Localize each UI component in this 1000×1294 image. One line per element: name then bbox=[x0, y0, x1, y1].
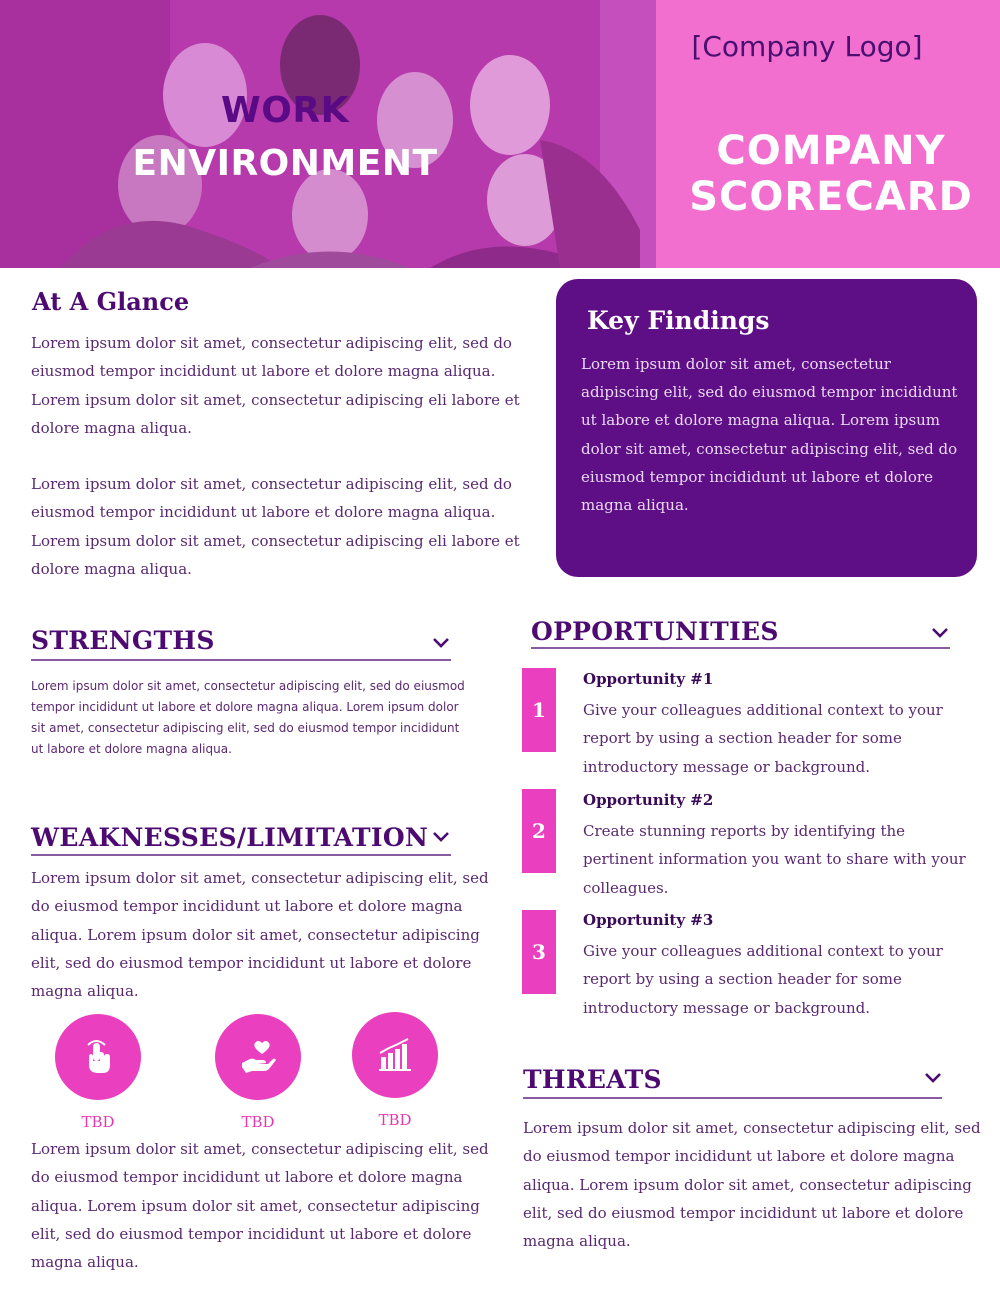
weaknesses-paragraph-1: Lorem ipsum dolor sit amet, consectetur adipiscing elit, sed do eiusmod tempor incididunt ut labore et dolore magna aliqua. Lorem ipsum dolor sit amet, consectetur adipiscing elit, sed do eiusmod tempor incididunt ut labore et dolore magna aliqua. bbox=[31, 869, 489, 1001]
threats-heading: THREATS bbox=[523, 1065, 662, 1094]
opportunity-3-title: Opportunity #3 bbox=[583, 911, 714, 929]
opportunity-2-text: Create stunning reports by identifying the pertinent information you want to share with your colleagues. bbox=[583, 822, 966, 897]
scorecard-title bbox=[672, 128, 990, 220]
strengths-chevron-down-icon[interactable] bbox=[432, 636, 450, 650]
scorecard-title-line1: COMPANY bbox=[716, 128, 946, 174]
at-a-glance-heading: At A Glance bbox=[32, 287, 190, 316]
strengths-divider bbox=[31, 659, 451, 661]
weaknesses-heading: WEAKNESSES/LIMITATION bbox=[31, 823, 429, 852]
opportunities-heading: OPPORTUNITIES bbox=[531, 617, 779, 646]
scorecard-title-line2: SCORECARD bbox=[689, 174, 973, 220]
opportunity-1-number: 1 bbox=[522, 668, 556, 752]
bar-chart-icon bbox=[352, 1012, 438, 1098]
opportunity-2-title: Opportunity #2 bbox=[583, 791, 714, 809]
at-a-glance-paragraph-2: Lorem ipsum dolor sit amet, consectetur adipiscing elit, sed do eiusmod tempor incididunt ut labore et dolore magna aliqua. Lorem ipsum dolor sit amet, consectetur adipiscing eli labore et dolore magna aliqua. bbox=[31, 475, 520, 578]
opportunity-2-number: 2 bbox=[522, 789, 556, 873]
heart-in-hand-icon bbox=[215, 1014, 301, 1100]
hero-title-line1: WORK bbox=[221, 90, 349, 131]
team-photo-illustration bbox=[0, 0, 656, 268]
icon-label-3: TBD bbox=[378, 1111, 412, 1129]
at-a-glance-paragraph-1: Lorem ipsum dolor sit amet, consectetur adipiscing elit, sed do eiusmod tempor incididunt ut labore et dolore magna aliqua. Lorem ipsum dolor sit amet, consectetur adipiscing eli labore et dolore magna aliqua. bbox=[31, 334, 520, 437]
threats-text: Lorem ipsum dolor sit amet, consectetur adipiscing elit, sed do eiusmod tempor incididunt ut labore et dolore magna aliqua. Lorem ipsum dolor sit amet, consectetur adipiscing elit, sed do eiusmod tempor incididunt ut labore et dolore magna aliqua. bbox=[523, 1119, 981, 1251]
opportunity-3-number: 3 bbox=[522, 910, 556, 994]
threats-divider bbox=[523, 1097, 942, 1099]
strengths-heading: STRENGTHS bbox=[31, 626, 215, 655]
opportunity-1-title: Opportunity #1 bbox=[583, 670, 714, 688]
threats-chevron-down-icon[interactable] bbox=[924, 1071, 942, 1085]
weaknesses-paragraph-2: Lorem ipsum dolor sit amet, consectetur adipiscing elit, sed do eiusmod tempor incididunt ut labore et dolore magna aliqua. Lorem ipsum dolor sit amet, consectetur adipiscing elit, sed do eiusmod tempor incididunt ut labore et dolore magna aliqua. bbox=[31, 1140, 489, 1272]
key-findings-heading: Key Findings bbox=[587, 306, 770, 335]
opportunities-divider bbox=[531, 647, 950, 649]
company-logo-placeholder: [Company Logo] bbox=[691, 30, 923, 63]
hero-photo-banner bbox=[0, 0, 656, 268]
icon-label-1: TBD bbox=[81, 1113, 115, 1131]
weaknesses-chevron-down-icon[interactable] bbox=[432, 830, 450, 844]
touch-hand-icon bbox=[55, 1014, 141, 1100]
opportunity-3-text: Give your colleagues additional context to your report by using a section header for some introductory message or background. bbox=[583, 942, 943, 1017]
hero-title-line2: ENVIRONMENT bbox=[132, 143, 438, 184]
opportunities-chevron-down-icon[interactable] bbox=[931, 626, 949, 640]
opportunity-1-text: Give your colleagues additional context to your report by using a section header for some introductory message or background. bbox=[583, 701, 943, 776]
key-findings-text: Lorem ipsum dolor sit amet, consectetur adipiscing elit, sed do eiusmod tempor incididunt ut labore et dolore magna aliqua. Lorem ipsum dolor sit amet, consectetur adipiscing elit, sed do eiusmod tempor incididunt ut labore et dolore magna aliqua. bbox=[581, 355, 958, 515]
icon-label-2: TBD bbox=[241, 1113, 275, 1131]
strengths-text: Lorem ipsum dolor sit amet, consectetur adipiscing elit, sed do eiusmod tempor incididunt ut labore et dolore magna aliqua. Lorem ipsum dolor sit amet, consectetur adipiscing elit, sed do eiusmod tempor incididunt ut labore et dolore magna aliqua. bbox=[31, 679, 465, 756]
weaknesses-divider bbox=[31, 854, 451, 856]
